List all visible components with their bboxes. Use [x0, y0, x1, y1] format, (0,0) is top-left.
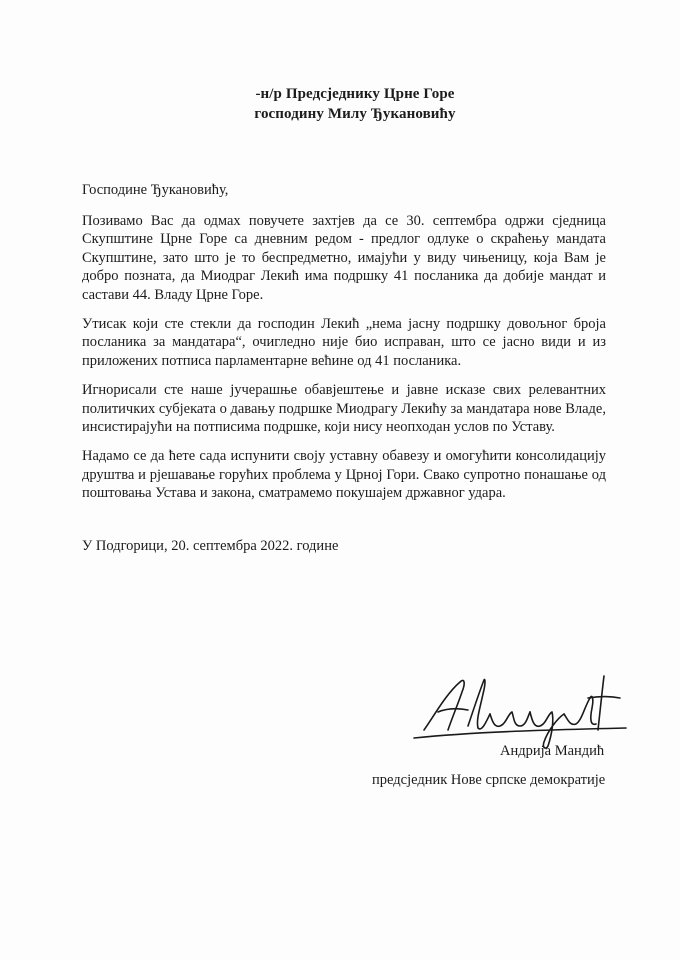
salutation: Господине Ђукановићу,: [82, 182, 229, 198]
letter-body: [82, 212, 606, 514]
addressee-line-1: -н/р Предсједнику Црне Горе: [255, 86, 455, 102]
signer-title: предсједник Нове српске демократије: [372, 772, 606, 788]
paragraph-3: Игнорисали сте наше јучерашње обавјештење и јавне исказе свих релевантних политичких субјеката о давању подршке Миодрагу Лекићу за мандатара нове Владе, инсистирајући на потписима подршке, који нису неопходан услов по Уставу.: [82, 382, 606, 436]
signer-name: Андрија Мандић: [500, 743, 605, 759]
addressee-line-2: господину Милу Ђукановићу: [254, 106, 456, 122]
paragraph-2: Утисак који сте стекли да господин Лекић „нема јасну подршку довољног броја посланика за мандатара“, очигледно није био исправан, што се јасно види и из приложених потписа парламентарне већине од 41 посланика.: [82, 316, 606, 369]
paragraph-4: Надамо се да ћете сада испунити своју уставну обавезу и омогућити консолидацију друштва и рјешавање горућих проблема у Црној Гори. Свако супротно понашање од поштовања Устава и закона, сматрамемо покушајем државног удара.: [82, 448, 606, 502]
place-and-date: У Подгорици, 20. септембра 2022. године: [82, 538, 339, 554]
paragraph-1: Позивамо Вас да одмах повучете захтјев да се 30. септембра одржи сједница Скупштине Црне Горе са дневним редом - предлог одлуке о скраћењу мандата Скупштине, зато што је то беспредметно, имајући у виду чињеницу, која Вам је добро позната, да Миодраг Лекић има подршку 41 посланика да добије мандат и састави 44. Владу Црне Горе.: [82, 213, 606, 303]
addressee-block: [0, 84, 680, 124]
